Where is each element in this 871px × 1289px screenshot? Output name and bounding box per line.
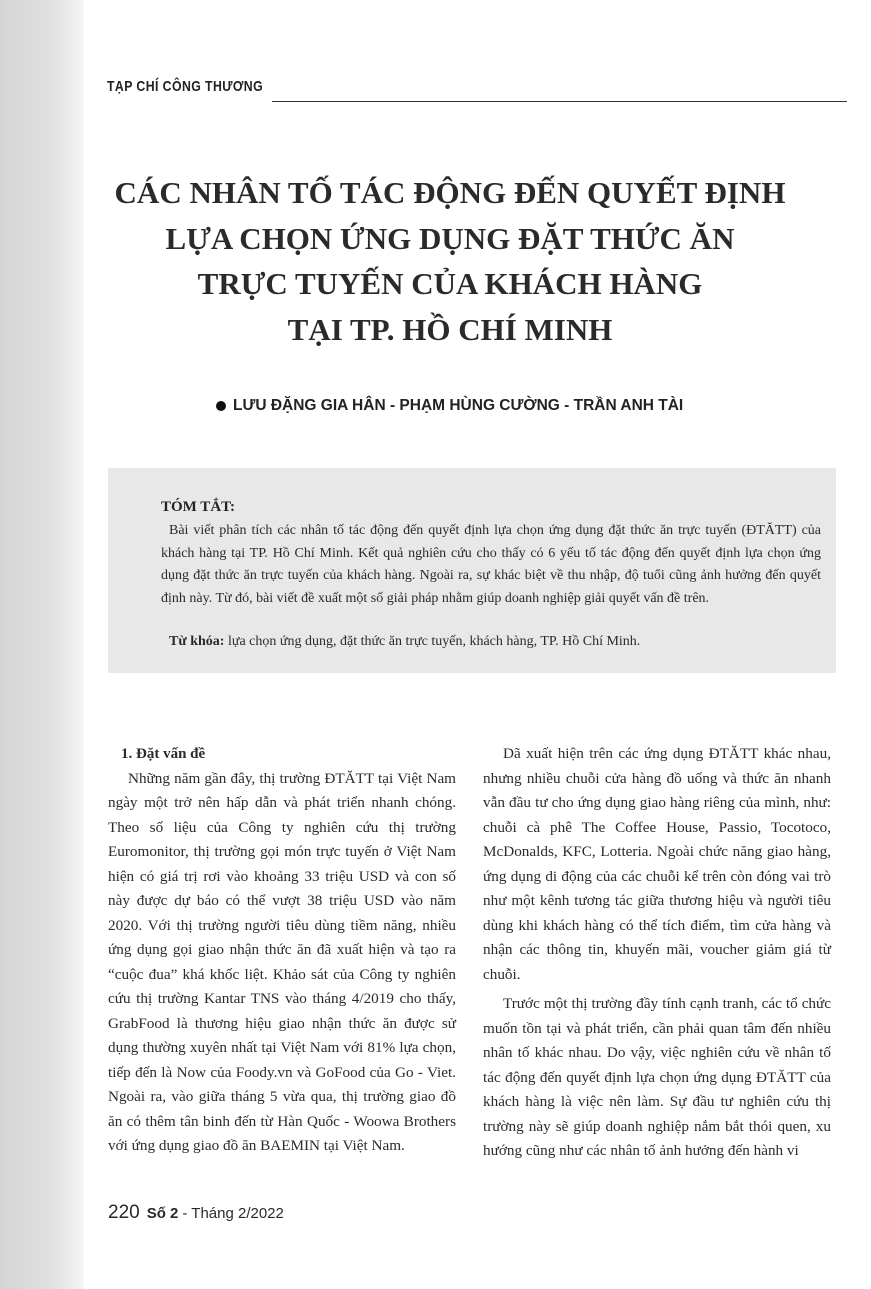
keywords-label: Từ khóa: <box>169 634 225 649</box>
article-title <box>80 170 820 352</box>
journal-header <box>107 78 847 104</box>
page-number: 220 <box>108 1202 140 1223</box>
header-rule <box>272 101 847 102</box>
title-line: CÁC NHÂN TỐ TÁC ĐỘNG ĐẾN QUYẾT ĐỊNH <box>114 175 786 210</box>
body-column-left <box>108 742 456 1159</box>
keywords <box>161 631 829 653</box>
title-line: LỰA CHỌN ỨNG DỤNG ĐẶT THỨC ĂN <box>165 220 735 256</box>
paragraph: Trước một thị trường đầy tính cạnh tranh, các tổ chức muốn tồn tại và phát triển, cần phải quan tâm đến nhiều nhân tố khác nhau. Do vậy, việc nghiên cứu về nhân tố tác động đến quyết định lựa chọn ứng dụng ĐTĂTT của khách hàng là việc nên làm. Sự đầu tư nghiên cứu thị trường này sẽ giúp doanh nghiệp nắm bắt thói quen, xu hướng cũng như các nhân tố ảnh hưởng đến hành vi <box>483 995 831 1159</box>
issue-date: - Tháng 2/2022 <box>182 1205 284 1222</box>
body-column-right <box>483 742 831 1164</box>
page-edge-shadow <box>0 0 84 1289</box>
title-line: TRỰC TUYẾN CỦA KHÁCH HÀNG <box>197 266 703 301</box>
abstract-box <box>108 468 836 673</box>
paragraph: Những năm gần đây, thị trường ĐTĂTT tại Việt Nam ngày một trở nên hấp dẫn và phát triển nhanh chóng. Theo số liệu của Công ty nghiên cứu thị trường Euromonitor, thị trường gọi món trực tuyến ở Việt Nam hiện có giá trị rơi vào khoảng 33 triệu USD và con số này được dự báo có thể vượt 38 triệu USD vào năm 2020. Với thị trường người tiêu dùng tiềm năng, nhiều ứng dụng gọi giao nhận thức ăn đã xuất hiện và tạo ra “cuộc đua” khá khốc liệt. Khảo sát của Công ty nghiên cứu thị trường Kantar TNS vào tháng 4/2019 cho thấy, GrabFood là thương hiệu giao nhận thức ăn được sử dụng thường xuyên nhất tại Việt Nam với 81% lựa chọn, tiếp đến là Now của Foody.vn và GoFood của Go - Viet. Ngoài ra, vào giữa tháng 5 vừa qua, thị trường giao đồ ăn có thêm tân binh đến từ Hàn Quốc - Woowa Brothers với ứng dụng giao đồ ăn BAEMIN tại Việt Nam. <box>108 769 456 1154</box>
keywords-text: lựa chọn ứng dụng, đặt thức ăn trực tuyến, khách hàng, TP. Hồ Chí Minh. <box>224 634 641 649</box>
abstract-text: Bài viết phân tích các nhân tố tác động đến quyết định lựa chọn ứng dụng đặt thức ăn trực tuyến (ĐTĂTT) của khách hàng tại TP. Hồ Chí Minh. Kết quả nghiên cứu cho thấy có 6 yếu tố tác động đến quyết định lựa chọn ứng dụng đặt thức ăn trực tuyến của khách hàng. Ngoài ra, sự khác biệt về thu nhập, độ tuổi cũng ảnh hưởng đến quyết định này. Từ đó, bài viết đề xuất một số giải pháp nhằm giúp doanh nghiệp giải quyết vấn đề trên. <box>161 523 821 606</box>
issue-number: Số 2 <box>146 1205 179 1222</box>
section-heading: 1. Đặt vấn đề <box>121 746 206 762</box>
journal-name: TẠP CHÍ CÔNG THƯƠNG <box>107 78 264 95</box>
paragraph: Dã xuất hiện trên các ứng dụng ĐTĂTT khác nhau, nhưng nhiều chuỗi cửa hàng đồ uống và thức ăn nhanh vẫn đầu tư cho ứng dụng giao hàng riêng của mình, như: chuỗi cà phê The Coffee House, Passio, Tocotoco, McDonalds, KFC, Lotteria. Ngoài chức năng giao hàng, ứng dụng di động của các chuỗi kể trên còn đóng vai trò như một kênh tương tác giữa thương hiệu và người tiêu dùng khi khách hàng có thể tích điểm, tìm cửa hàng và nhận các thông tin, khuyến mãi, voucher giảm giá từ chuỗi. <box>483 745 831 983</box>
author-names: LƯU ĐẶNG GIA HÂN - PHẠM HÙNG CƯỜNG - TRẦN ANH TÀI <box>233 397 684 414</box>
title-line: TẠI TP. HỒ CHÍ MINH <box>287 311 613 347</box>
author-line <box>216 395 683 417</box>
abstract-heading: TÓM TẮT: <box>161 499 236 515</box>
page-footer <box>108 1202 284 1228</box>
bullet-icon <box>216 401 226 411</box>
